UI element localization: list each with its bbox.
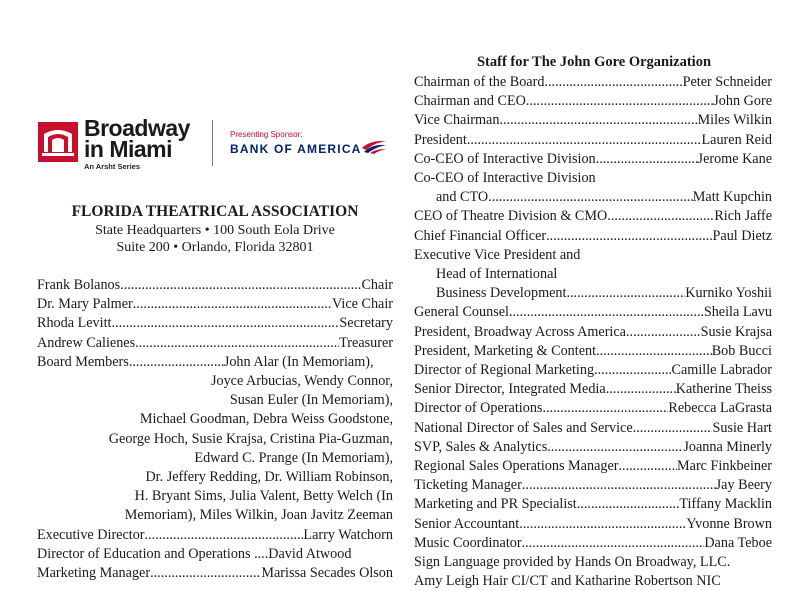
staff-role: Co-CEO of Interactive Division [414,150,596,167]
staff-role: Chairman and CEO [414,93,526,110]
board-member-line: Dr. Jeffery Redding, Dr. William Robinson, [145,469,393,486]
leader-dots [522,476,716,495]
board-role: Rhoda Levitt. [37,315,116,332]
staff-role-line: Executive Vice President and [414,246,581,263]
board-name: Larry Watchorn [303,526,393,543]
leader-dots [618,457,677,476]
staff-role-line: Head of International [436,266,558,283]
board-member-line: Michael Goodman, Debra Weiss Goodstone, [139,411,393,428]
leader-dots [133,295,332,314]
leader-dots [519,515,686,534]
staff-role: Chief Financial Officer [414,227,547,244]
board-name: Treasurer [339,334,393,351]
staff-name: Lauren Reid [701,131,772,148]
staff-row [414,207,772,226]
leader-dots [522,534,705,553]
staff-name: Peter Schneider [682,74,772,90]
board-row [37,526,393,545]
board-members-row [37,353,393,372]
staff-role: Director of Regional Marketing [414,362,595,379]
board-list [37,276,393,583]
leader-dots [526,92,713,111]
staff-name: Kurniko Yoshii [685,285,772,302]
staff-role: Music Coordinator [414,534,522,551]
staff-role: Vice Chairman [414,112,500,129]
staff-role: SVP, Sales & Analytics [414,438,548,455]
board-row [37,276,393,295]
board-name: Vice Chair [332,296,393,313]
board-member-line: Susan Euler (In Memoriam), [229,392,393,409]
sign-language-interpreters: Amy Leigh Hair CI/CT and Katharine Robertson NIC [414,573,721,590]
staff-row [414,111,772,130]
staff-row [414,534,772,553]
board-row [37,314,393,333]
leader-dots [547,438,683,457]
bank-of-america-flag-icon [360,138,388,154]
staff-row [414,92,772,111]
leader-dots [544,73,682,92]
leader-dots [120,276,361,295]
staff-name: Yvonne Brown [686,515,772,532]
staff-role: President [414,131,467,148]
logo-line-broadway: Broadway [84,115,190,141]
staff-name: Sheila Lavu [703,304,772,321]
staff-name: Katherine Theiss [675,381,772,398]
board-member-line: Memoriam), Miles Wilkin, Joan Javitz Zeeman [124,507,393,524]
logo-divider [212,120,213,166]
staff-role: President, Broadway Across America [414,323,626,340]
leader-dots [488,188,693,207]
staff-row [414,131,772,150]
staff-name: Susie Krajsa [700,323,772,340]
board-role: Dr. Mary Palmer [37,296,133,313]
staff-row [414,303,772,322]
staff-name: Bob Bucci [711,342,772,359]
staff-row [414,515,772,534]
staff-name: Matt Kupchin [692,189,772,206]
leader-dots [566,284,685,303]
board-member-line: Joyce Arbucias, Wendy Connor, [210,373,393,390]
staff-role-line: Co-CEO of Interactive Division [414,170,596,187]
leader-dots [606,380,676,399]
broadway-in-miami-logo [38,115,388,171]
board-name: Chair [361,277,393,293]
staff-role: Regional Sales Operations Manager [414,458,619,475]
staff-row [414,284,772,303]
association-header [20,202,410,256]
staff-name: Rich Jaffe [714,208,772,225]
staff-role: CEO of Theatre Division & CMO [414,208,608,225]
staff-list [414,73,772,591]
staff-role: Ticketing Manager [414,477,522,494]
association-address-2: Suite 200 • Orlando, Florida 32801 [116,240,314,255]
leader-dots [145,526,304,545]
staff-row [414,73,772,92]
leader-dots [546,227,712,246]
staff-row [414,188,772,207]
board-member-first: John Alar (In Memoriam), [223,353,374,370]
board-members-label: Board Members [37,353,129,370]
staff-role: Director of Operations [414,400,543,417]
leader-dots [467,131,702,150]
staff-name: Paul Dietz [712,227,772,244]
leader-dots [115,314,339,333]
board-member-line: H. Bryant Sims, Julia Valent, Betty Welch (In [134,488,393,505]
board-name: Marissa Secades Olson [261,565,393,582]
board-name: David Atwood [268,545,352,562]
staff-row [414,323,772,342]
staff-name: Jay Beery [715,477,772,494]
staff-role: Marketing and PR Specialist [414,496,577,513]
leader-dots [626,323,701,342]
staff-row [414,361,772,380]
board-role: Frank Bolanos [37,277,121,293]
staff-row [414,380,772,399]
sponsor-label: Presenting Sponsor: [230,130,303,139]
staff-row [414,227,772,246]
staff-name: John Gore [713,93,772,110]
staff-role: Senior Director, Integrated Media [414,381,606,398]
leader-dots [577,495,680,514]
staff-name: Joanna Minerly [683,438,772,455]
sign-language-credit: Sign Language provided by Hands On Broadway, LLC. [414,554,731,571]
staff-row [414,150,772,169]
staff-name: Tiffany Macklin [679,496,772,513]
board-member-line: Edward C. Prange (In Memoriam), [194,449,393,466]
board-role: Andrew Calienes [37,334,136,351]
broadway-in-miami-mark-icon [38,122,78,162]
leader-dots [607,207,714,226]
leader-dots [594,361,671,380]
staff-row [414,342,772,361]
board-role: Marketing Manager [37,565,151,582]
staff-name: Dana Teboe [704,534,772,551]
leader-dots [633,419,713,438]
staff-name: Marc Finkbeiner [677,458,772,475]
leader-dots [509,303,704,322]
staff-name: Susie Hart [712,419,772,436]
staff-row [414,438,772,457]
staff-role: Senior Accountant [414,515,520,532]
staff-row [414,399,772,418]
board-row [37,564,393,583]
leader-dots [499,111,697,130]
staff-role: Business Development [436,285,567,302]
staff-title: Staff for The John Gore Organization [476,54,712,70]
association-address-1: State Headquarters • 100 South Eola Drive [95,223,335,238]
board-name: Secretary [339,315,393,332]
staff-row [414,476,772,495]
leader-dots [150,564,261,583]
leader-dots [542,399,668,418]
logo-line-in-miami: in Miami [84,136,173,162]
staff-role: General Counsel [414,304,509,321]
board-row [37,334,393,353]
staff-role: and CTO [436,189,489,206]
leader-dots [596,342,712,361]
board-member-line: George Hoch, Susie Krajsa, Cristina Pia-Guzman, [108,430,393,447]
staff-name: Rebecca LaGrasta [668,400,772,417]
leader-dots [596,150,698,169]
staff-role: National Director of Sales and Service [414,419,633,436]
board-role: Director of Education and Operations .... [37,545,269,562]
sponsor-name: BANK OF AMERICA [230,142,362,156]
staff-row [414,457,772,476]
staff-row [414,495,772,514]
leader-dots [129,353,224,372]
staff-name: Jerome Kane [697,150,772,167]
leader-dots [135,334,339,353]
board-row [37,295,393,314]
board-row [37,545,393,564]
board-role: Executive Director [37,526,145,543]
association-title: FLORIDA THEATRICAL ASSOCIATION [71,203,359,220]
staff-role: Chairman of the Board [414,74,545,90]
staff-role: President, Marketing & Content [414,342,597,359]
logo-series: An Arsht Series [84,162,140,171]
staff-name: Camille Labrador [671,362,772,379]
staff-name: Miles Wilkin [697,112,772,129]
staff-row [414,419,772,438]
